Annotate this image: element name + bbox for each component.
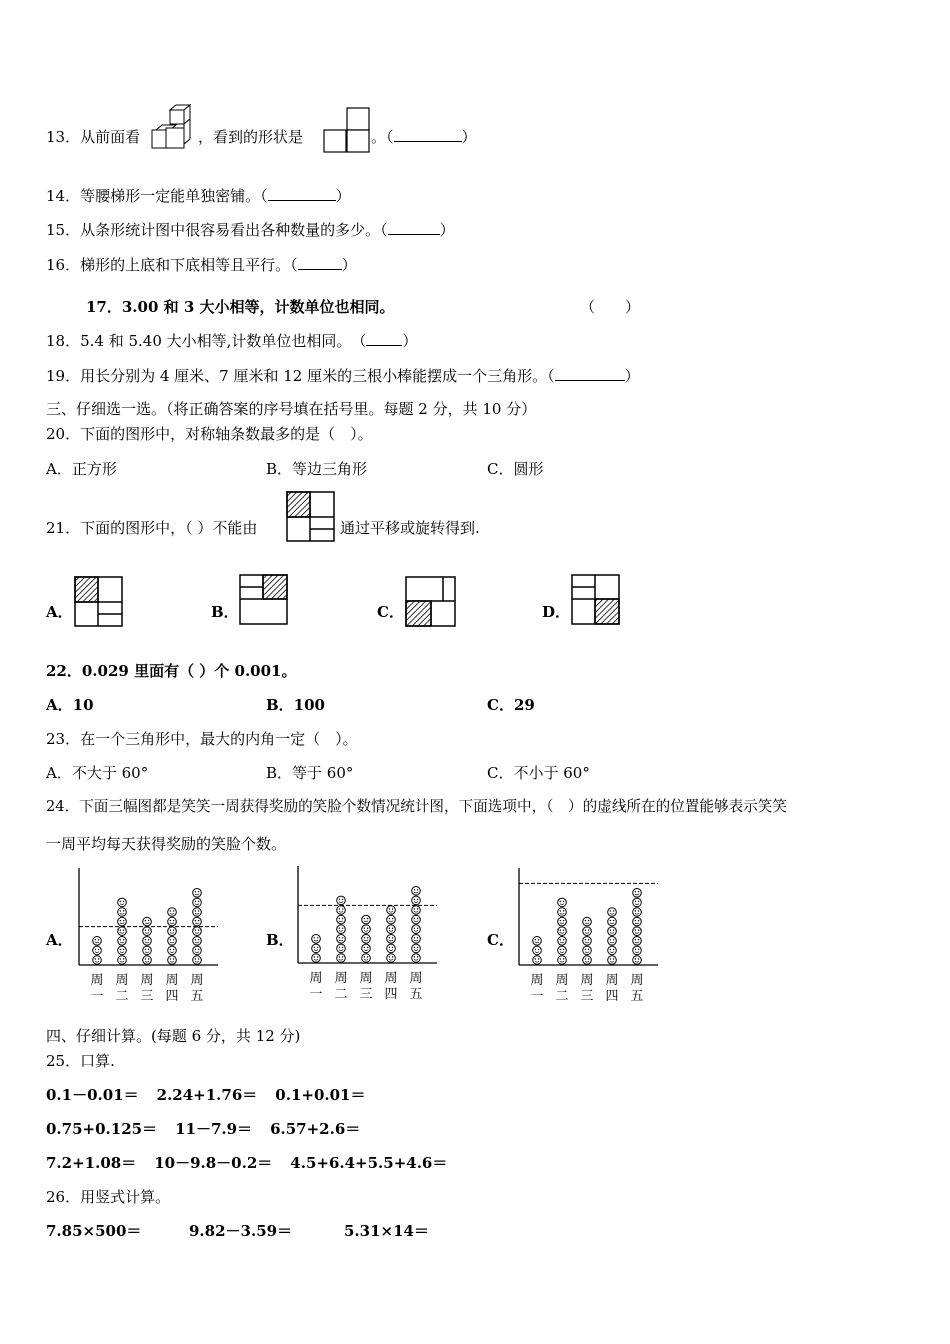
answer-blank-18[interactable] (366, 331, 402, 346)
smiley-face (558, 937, 567, 946)
question-15 (46, 220, 455, 240)
q15-text: 15．从条形统计图中很容易看出各种数量的多少。（ (46, 221, 388, 239)
q21-option-a-shape[interactable] (74, 576, 124, 628)
smiley-face (193, 889, 202, 898)
smiley-face (143, 937, 152, 946)
q21-option-a-label[interactable]: A． (46, 603, 73, 621)
question-26-title: 26．用竖式计算。 (46, 1188, 171, 1206)
smiley-face (168, 927, 177, 936)
q22-option-a[interactable]: A．10 (46, 696, 94, 714)
smiley-face (193, 898, 202, 907)
x-tick-label: 周 (140, 973, 154, 988)
bar-周一 (312, 935, 321, 963)
smiley-face (633, 889, 642, 898)
q21-option-b-shape[interactable] (239, 574, 289, 626)
smiley-face (337, 906, 346, 915)
q13-pre: 从前面看 (80, 128, 141, 146)
smiley-face (118, 927, 127, 936)
x-tick-label: 四 (605, 989, 619, 1004)
smiley-face (558, 946, 567, 955)
bar-周二 (118, 898, 127, 964)
q14-text: 14．等腰梯形一定能单独密铺。（ (46, 187, 268, 205)
smiley-face (412, 935, 421, 944)
q14-close: ） (335, 187, 351, 205)
smiley-face (608, 937, 617, 946)
x-tick-label: 一 (309, 987, 323, 1002)
smiley-face (193, 937, 202, 946)
q17-text: 17．3.00 和 3 大小相等，计数单位也相同。 (86, 298, 395, 316)
q21-option-d-label[interactable]: D． (542, 603, 571, 621)
q13-mid: ，看到的形状是 (198, 128, 304, 146)
smiley-face (93, 946, 102, 955)
smiley-face (633, 956, 642, 965)
q20-option-a[interactable]: A．正方形 (46, 460, 117, 478)
smiley-face (362, 925, 371, 934)
smiley-face (312, 954, 321, 963)
x-tick-label: 周 (580, 973, 594, 988)
smiley-face (118, 946, 127, 955)
smiley-face (412, 954, 421, 963)
smiley-face (583, 937, 592, 946)
q13-close: ） (461, 128, 477, 146)
q22-option-b[interactable]: B．100 (266, 696, 325, 714)
smiley-face (633, 927, 642, 936)
x-tick-label: 三 (580, 989, 594, 1004)
question-23: 23．在一个三角形中，最大的内角一定（ ）。 (46, 730, 358, 748)
smiley-face (312, 935, 321, 944)
q17-paren[interactable]: （ ） (580, 298, 641, 316)
x-tick-label: 周 (309, 971, 323, 986)
x-tick-label: 五 (409, 987, 423, 1002)
q21-option-c-shape[interactable] (405, 576, 457, 628)
question-21: 21．下面的图形中，（ ）不能由 (46, 519, 258, 537)
x-tick-label: 周 (555, 973, 569, 988)
smiley-face (387, 935, 396, 944)
smiley-face (412, 915, 421, 924)
x-tick-label: 二 (334, 987, 348, 1002)
question-13 (46, 127, 140, 147)
q13-post: 。（ (371, 128, 394, 146)
q19-text: 19．用长分别为 4 厘米、7 厘米和 12 厘米的三根小棒能摆成一个三角形。（ (46, 367, 555, 385)
bar-周四 (608, 908, 617, 965)
answer-blank-19[interactable] (555, 366, 625, 381)
smiley-face (412, 944, 421, 953)
bar-周三 (362, 915, 371, 962)
q20-option-b[interactable]: B．等边三角形 (266, 460, 368, 478)
q21-reference-shape (286, 491, 336, 543)
x-tick-label: 周 (115, 973, 129, 988)
q25-item[interactable]: 7.2+1.08＝ (46, 1154, 137, 1172)
q22-option-c[interactable]: C．29 (487, 696, 535, 714)
q18-close: ） (402, 332, 418, 350)
smiley-face (143, 917, 152, 926)
x-tick-label: 周 (530, 973, 544, 988)
x-tick-label: 三 (140, 989, 154, 1004)
bar-周三 (143, 917, 152, 964)
x-tick-label: 周 (409, 971, 423, 986)
smiley-face (633, 898, 642, 907)
answer-blank-15[interactable] (388, 220, 440, 235)
question-13-answer (371, 127, 477, 147)
question-21-continued: 通过平移或旋转得到. (340, 519, 480, 537)
smiley-face (558, 927, 567, 936)
smiley-face (558, 956, 567, 965)
q23-option-c[interactable]: C．不小于 60° (487, 764, 590, 782)
x-tick-label: 周 (359, 971, 373, 986)
smiley-face (193, 927, 202, 936)
smiley-face (118, 937, 127, 946)
q16-text: 16．梯形的上底和下底相等且平行。（ (46, 256, 298, 274)
smiley-face (118, 917, 127, 926)
smiley-face (387, 915, 396, 924)
q26-item-3[interactable]: 5.31×14＝ (344, 1222, 429, 1240)
smiley-face (93, 937, 102, 946)
q24-chart-a[interactable] (76, 866, 226, 1006)
answer-blank-13[interactable] (394, 127, 462, 142)
smiley-face (362, 915, 371, 924)
bar-周五 (412, 887, 421, 963)
x-tick-label: 二 (115, 989, 129, 1004)
x-tick-label: 周 (605, 973, 619, 988)
smiley-face (608, 917, 617, 926)
smiley-face (118, 898, 127, 907)
x-tick-label: 五 (630, 989, 644, 1004)
q25-item[interactable]: 10－9.8－0.2＝ (154, 1154, 273, 1172)
smiley-face (387, 925, 396, 934)
smiley-face (337, 915, 346, 924)
smiley-face (412, 896, 421, 905)
smiley-face (337, 896, 346, 905)
x-tick-label: 周 (630, 973, 644, 988)
smiley-face (337, 935, 346, 944)
smiley-face (168, 946, 177, 955)
bar-周一 (533, 937, 542, 965)
front-view-shape (323, 107, 371, 155)
q25-row-2 (46, 1119, 360, 1139)
q23-option-b[interactable]: B．等于 60° (266, 764, 354, 782)
bar-周四 (387, 906, 396, 963)
question-22: 22．0.029 里面有（ ）个 0.001。 (46, 662, 297, 680)
q24-option-b-label[interactable]: B． (266, 931, 294, 949)
q20-option-c[interactable]: C．圆形 (487, 460, 544, 478)
q25-row-1 (46, 1085, 365, 1105)
question-13-continued (198, 127, 303, 147)
question-14 (46, 186, 351, 206)
smiley-face (337, 925, 346, 934)
question-25-title: 25．口算. (46, 1052, 115, 1070)
q24-option-c-label[interactable]: C． (487, 931, 514, 949)
q24-chart-c[interactable] (516, 866, 666, 1006)
smiley-face (633, 917, 642, 926)
q25-item[interactable]: 6.57+2.6＝ (270, 1120, 361, 1138)
smiley-face (168, 917, 177, 926)
q25-item[interactable]: 2.24+1.76＝ (156, 1086, 258, 1104)
bar-周一 (93, 937, 102, 965)
smiley-face (143, 946, 152, 955)
smiley-face (412, 887, 421, 896)
x-tick-label: 周 (165, 973, 179, 988)
smiley-face (633, 908, 642, 917)
x-tick-label: 一 (90, 989, 104, 1004)
q23-option-a[interactable]: A．不大于 60° (46, 764, 149, 782)
smiley-face (533, 956, 542, 965)
question-17 (86, 297, 395, 317)
question-24-line-2: 一周平均每天获得奖励的笑脸个数。 (46, 835, 287, 853)
x-tick-label: 周 (190, 973, 204, 988)
smiley-face (143, 927, 152, 936)
x-tick-label: 四 (165, 989, 179, 1004)
smiley-face (608, 908, 617, 917)
q25-item[interactable]: 0.1－0.01＝ (46, 1086, 139, 1104)
smiley-face (558, 898, 567, 907)
smiley-face (337, 944, 346, 953)
q16-close: ） (341, 256, 357, 274)
smiley-face (362, 944, 371, 953)
smiley-face (583, 946, 592, 955)
smiley-face (412, 906, 421, 915)
smiley-face (93, 956, 102, 965)
smiley-face (558, 908, 567, 917)
smiley-face (312, 944, 321, 953)
smiley-face (583, 917, 592, 926)
smiley-face (533, 946, 542, 955)
smiley-face (362, 935, 371, 944)
q18-text: 18．5.4 和 5.40 大小相等,计数单位也相同。 （ (46, 332, 367, 350)
bar-周二 (337, 896, 346, 962)
smiley-face (633, 946, 642, 955)
smiley-face (633, 937, 642, 946)
smiley-face (387, 954, 396, 963)
smiley-face (118, 908, 127, 917)
smiley-face (168, 937, 177, 946)
q25-item[interactable]: 4.5+6.4+5.5+4.6＝ (290, 1154, 448, 1172)
x-tick-label: 周 (384, 971, 398, 986)
q24-chart-b[interactable] (295, 864, 445, 1004)
question-18 (46, 331, 417, 351)
x-tick-label: 五 (190, 989, 204, 1004)
q25-item[interactable]: 0.75+0.125＝ (46, 1120, 158, 1138)
smiley-face (193, 956, 202, 965)
question-24-line-1: 24．下面三幅图都是笑笑一周获得奖励的笑脸个数情况统计图，下面选项中，（ ）的虚线所在的位置能够表示笑笑 (46, 798, 787, 815)
bar-周五 (633, 889, 642, 965)
q21-option-c-label[interactable]: C． (377, 603, 404, 621)
smiley-face (143, 956, 152, 965)
x-tick-label: 二 (555, 989, 569, 1004)
x-tick-label: 三 (359, 987, 373, 1002)
smiley-face (387, 944, 396, 953)
q25-item[interactable]: 0.1+0.01＝ (275, 1086, 366, 1104)
bar-周三 (583, 917, 592, 964)
smiley-face (193, 917, 202, 926)
smiley-face (583, 927, 592, 936)
smiley-face (168, 908, 177, 917)
section-4-heading: 四、仔细计算。(每题 6 分，共 12 分) (46, 1027, 301, 1045)
smiley-face (558, 917, 567, 926)
q25-item[interactable]: 11－7.9＝ (175, 1120, 253, 1138)
question-20: 20．下面的图形中，对称轴条数最多的是（ ）。 (46, 425, 373, 443)
q26-item-1[interactable]: 7.85×500＝ (46, 1222, 142, 1240)
answer-blank-16[interactable] (298, 255, 342, 270)
smiley-face (362, 954, 371, 963)
answer-blank-14[interactable] (268, 186, 336, 201)
q26-item-2[interactable]: 9.82－3.59＝ (189, 1222, 293, 1240)
question-19 (46, 366, 640, 386)
smiley-face (608, 927, 617, 936)
smiley-face (337, 954, 346, 963)
smiley-face (168, 956, 177, 965)
q25-row-3 (46, 1153, 447, 1173)
q21-option-d-shape[interactable] (571, 574, 621, 626)
q13-number: 13． (46, 128, 81, 146)
smiley-face (412, 925, 421, 934)
x-tick-label: 一 (530, 989, 544, 1004)
smiley-face (387, 906, 396, 915)
q21-option-b-label[interactable]: B． (211, 603, 239, 621)
smiley-face (583, 956, 592, 965)
bar-周二 (558, 898, 567, 964)
smiley-face (193, 908, 202, 917)
cubes-figure (148, 104, 194, 152)
smiley-face (193, 946, 202, 955)
q24-option-a-label[interactable]: A． (46, 931, 73, 949)
x-tick-label: 周 (90, 973, 104, 988)
smiley-face (533, 937, 542, 946)
q15-close: ） (439, 221, 455, 239)
question-16 (46, 255, 357, 275)
x-tick-label: 四 (384, 987, 398, 1002)
section-3-heading: 三、仔细选一选。（将正确答案的序号填在括号里。每题 2 分，共 10 分） (46, 400, 537, 418)
smiley-face (118, 956, 127, 965)
smiley-face (608, 956, 617, 965)
x-tick-label: 周 (334, 971, 348, 986)
bar-周四 (168, 908, 177, 965)
q19-close: ） (624, 367, 640, 385)
smiley-face (608, 946, 617, 955)
